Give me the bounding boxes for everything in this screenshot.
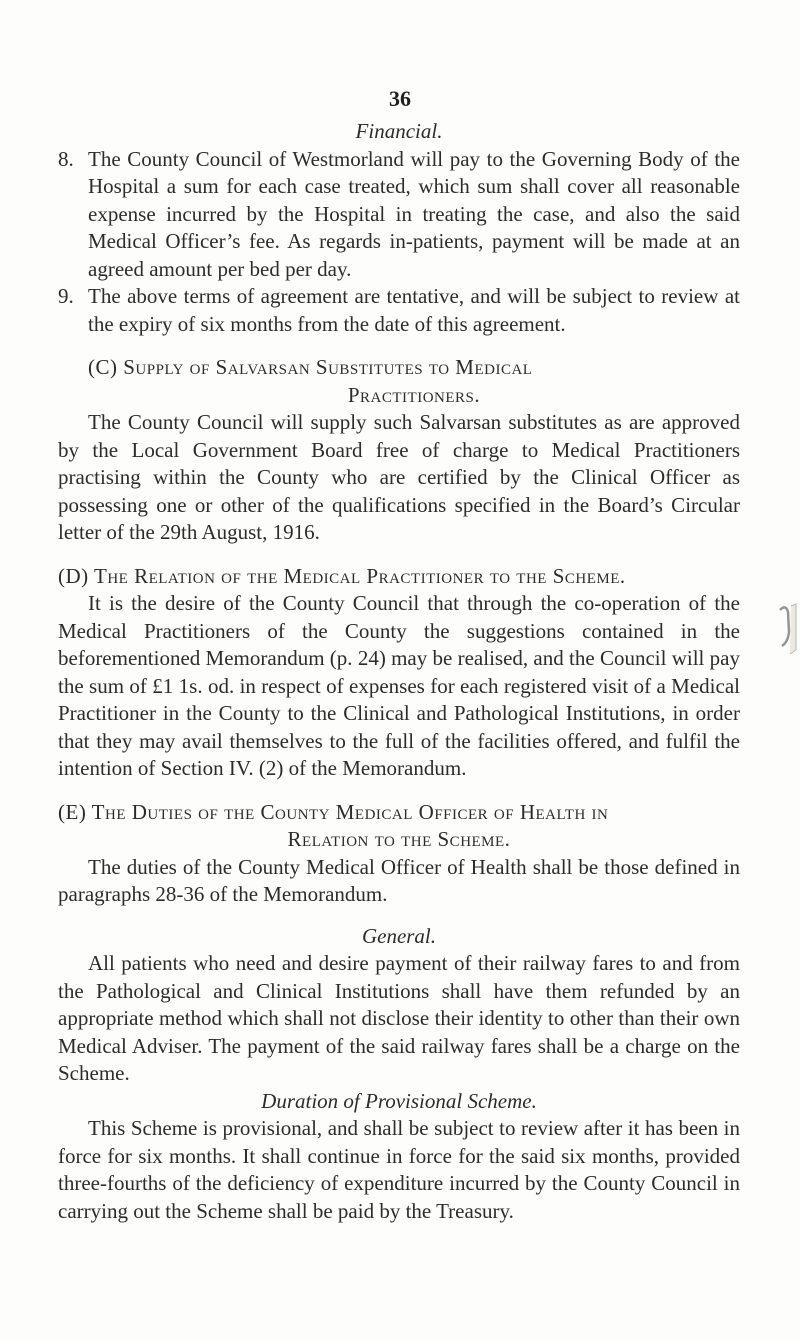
- heading-general: General.: [361, 923, 437, 948]
- paragraph-8-text: The County Council of Westmorland will pay to the Governing Body of the Hospital a sum for each case treated, which sum shall cover all reasonable expense incurred by the Hospital in treating the case, and also the said Medical Officer’s fee. As regards in-patients, payment will be made at an agreed amount per bed per day.: [88, 146, 740, 281]
- heading-section-e-line2: Relation to the Scheme.: [287, 827, 511, 851]
- page-edge-mark: [776, 598, 798, 658]
- paragraph-8-number: 8.: [58, 146, 74, 171]
- paragraph-9: [58, 283, 740, 338]
- heading-section-d: (D) The Relation of the Medical Practitioner to the Scheme.: [58, 563, 626, 588]
- heading-section-c-line2: Practitioners.: [347, 382, 481, 407]
- heading-financial: Financial.: [355, 119, 443, 143]
- paragraph-8: [58, 146, 740, 284]
- heading-duration: Duration of Provisional Scheme.: [261, 1088, 537, 1113]
- heading-section-c: [58, 354, 740, 409]
- heading-section-e-line1: (E) The Duties of the County Medical Officer of Health in: [58, 799, 609, 824]
- text-column: [58, 118, 740, 1225]
- heading-section-c-line1: (C) Supply of Salvarsan Substitutes to Medical: [88, 355, 533, 379]
- heading-section-e: [58, 799, 740, 854]
- duration-text: This Scheme is provisional, and shall be subject to review after it has been in force for six months. It shall continue in force for the said six months, provided three-fourths of the deficiency of expenditure incurred by the County Council in carrying out the Scheme shall be paid by the Treasury.: [58, 1116, 740, 1223]
- section-e-text: The duties of the County Medical Officer of Health shall be those defined in paragraphs 28-36 of the Memorandum.: [58, 854, 740, 906]
- page-number: 36: [389, 86, 411, 111]
- paragraph-9-number: 9.: [58, 284, 74, 308]
- general-text: All patients who need and desire payment of their railway fares to and from the Pathological and Clinical Institutions shall have them refunded by an appropriate method which shall not disclose their identity to other than their own Medical Adviser. The payment of the said railway fares shall be a charge on the Scheme.: [58, 951, 740, 1085]
- paragraph-9-text: The above terms of agreement are tentative, and will be subject to review at the expiry of six months from the date of this agreement.: [88, 284, 740, 336]
- section-c-text: The County Council will supply such Salvarsan substitutes as are approved by the Local Government Board free of charge to Medical Practitioners practising within the County who are certified by the Clinical Officer as possessing one or other of the qualifications specified in the Board’s Circular letter of the 29th August, 1916.: [58, 410, 740, 544]
- section-d-text: It is the desire of the County Council that through the co-operation of the Medical Practitioners of the County the suggestions contained in the beforementioned Memorandum (p. 24) may be realised, and the Council will pay the sum of £1 1s. od. in respect of expenses for each registered visit of a Medical Practitioner in the County to the Clinical and Pathological Institutions, in order that they may avail themselves to the full of the facilities offered, and fulfil the intention of Section IV. (2) of the Memorandum.: [58, 591, 740, 780]
